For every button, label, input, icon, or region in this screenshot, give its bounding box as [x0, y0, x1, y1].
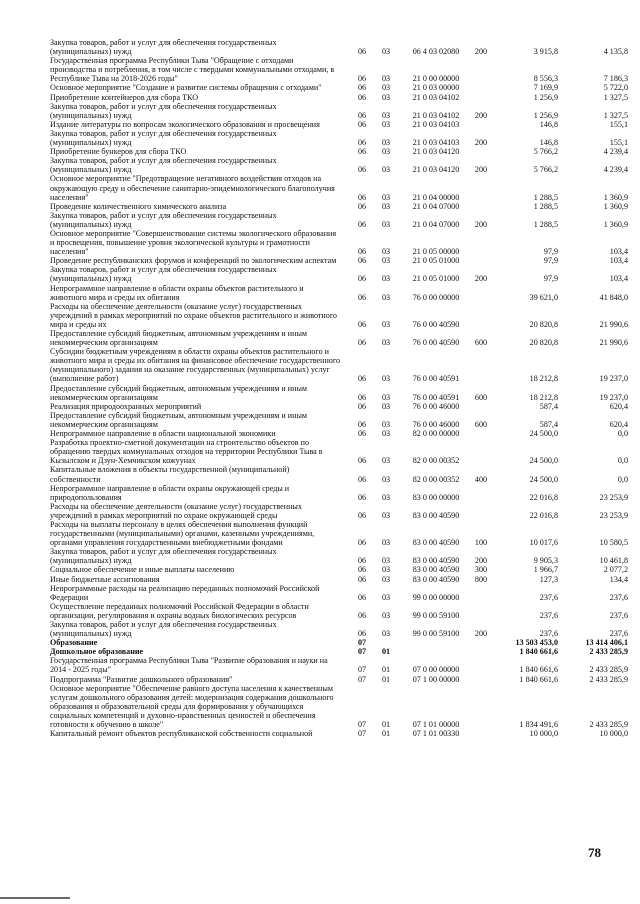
razdel-cell: 06	[357, 456, 367, 466]
target-article-cell: 83 0 00 40590	[412, 556, 460, 566]
target-article-cell: 21 0 04 00000	[412, 192, 460, 202]
target-article-cell: 21 0 05 01000	[412, 256, 460, 266]
scan-artifact	[0, 897, 70, 899]
amount-year1-cell: 18 212,8	[529, 374, 558, 384]
expense-type-cell: 400	[474, 474, 488, 484]
table-row	[50, 583, 628, 602]
table-row	[50, 174, 628, 202]
amount-year1-cell: 24 500,0	[529, 456, 558, 466]
amount-year2-cell: 4 239,4	[603, 147, 628, 157]
amount-year1-cell: 5 766,2	[533, 147, 558, 157]
table-row	[50, 656, 628, 675]
expense-name-cell: Издание литературы по вопросам экологического образования и просвещения	[50, 119, 320, 129]
razdel-cell: 06	[357, 147, 367, 157]
amount-year1-cell: 39 621,0	[529, 292, 558, 302]
expense-name-cell: Расходы на обеспечение деятельности (оказание услуг) государственных учреждений в рамках мероприятий по охране окружающей среды	[50, 501, 302, 520]
amount-year1-cell: 127,3	[539, 574, 558, 584]
amount-year1-cell: 22 016,8	[529, 510, 558, 520]
razdel-cell: 06	[357, 92, 367, 102]
target-article-cell: 76 0 00 40590	[412, 338, 460, 348]
podrazdel-cell: 03	[381, 319, 391, 329]
amount-year2-cell: 103,4	[609, 256, 628, 266]
expense-type-cell: 800	[474, 574, 488, 584]
amount-year2-cell: 2 433 285,9	[589, 674, 628, 684]
expense-name-cell: Расходы на обеспечение деятельности (оказание услуг) государственных учреждений в рамках мероприятий по охране объектов растительного и животного мира и среды их	[50, 301, 337, 329]
razdel-cell: 06	[357, 165, 367, 175]
amount-year2-cell: 1 360,9	[603, 201, 628, 211]
table-row	[50, 156, 628, 175]
amount-year1-cell: 20 820,8	[529, 338, 558, 348]
razdel-cell: 06	[357, 401, 367, 411]
podrazdel-cell: 03	[381, 401, 391, 411]
podrazdel-cell: 03	[381, 429, 391, 439]
amount-year1-cell: 22 016,8	[529, 492, 558, 502]
amount-year1-cell: 10 000,0	[529, 729, 558, 739]
table-row	[50, 383, 628, 402]
podrazdel-cell: 03	[381, 556, 391, 566]
amount-year1-cell: 1 840 661,6	[519, 674, 558, 684]
amount-year2-cell: 155,1	[609, 138, 628, 148]
amount-year1-cell: 1 288,5	[533, 192, 558, 202]
table-row	[50, 601, 628, 620]
amount-year1-cell: 8 556,3	[533, 74, 558, 84]
expense-name-cell: Предоставление субсидий бюджетным, автономным учреждениям и иным некоммерческим организациям	[50, 410, 308, 429]
expense-name-cell: Государственная программа Республики Тыва "Развитие образования и науки на 2014 - 2025 годы"	[50, 656, 328, 675]
table-row	[50, 283, 628, 302]
expense-type-cell: 200	[474, 165, 488, 175]
target-article-cell: 21 0 03 04120	[412, 147, 460, 157]
expense-type-cell: 200	[474, 110, 488, 120]
amount-year2-cell: 41 848,0	[599, 292, 628, 302]
podrazdel-cell: 03	[381, 256, 391, 266]
podrazdel-cell: 03	[381, 492, 391, 502]
podrazdel-cell: 03	[381, 165, 391, 175]
amount-year2-cell: 1 360,9	[603, 219, 628, 229]
table-row	[50, 638, 628, 648]
amount-year1-cell: 24 500,0	[529, 429, 558, 439]
razdel-cell: 07	[357, 647, 367, 657]
expense-name-cell: Закупка товаров, работ и услуг для обеспечения государственных (муниципальных) нужд	[50, 620, 277, 639]
target-article-cell: 21 0 03 04102	[412, 110, 460, 120]
target-article-cell: 83 0 00 40590	[412, 510, 460, 520]
podrazdel-cell: 03	[381, 201, 391, 211]
amount-year2-cell: 1 360,9	[603, 192, 628, 202]
table-row	[50, 329, 628, 348]
table-row	[50, 401, 628, 411]
table-row	[50, 210, 628, 229]
amount-year2-cell: 23 253,9	[599, 510, 628, 520]
razdel-cell: 07	[357, 729, 367, 739]
target-article-cell: 76 0 00 40591	[412, 374, 460, 384]
expense-name-cell: Социальное обеспечение и иные выплаты населению	[50, 565, 235, 575]
amount-year1-cell: 97,9	[543, 256, 558, 266]
podrazdel-cell: 01	[381, 665, 391, 675]
target-article-cell: 21 0 03 04120	[412, 165, 460, 175]
amount-year2-cell: 13 414 406,1	[585, 638, 628, 648]
amount-year2-cell: 7 186,3	[603, 74, 628, 84]
amount-year2-cell: 10 000,0	[599, 729, 628, 739]
amount-year1-cell: 237,6	[539, 629, 558, 639]
table-row	[50, 647, 628, 657]
table-row	[50, 83, 628, 93]
expense-name-cell: Образование	[50, 638, 98, 648]
expense-type-cell: 200	[474, 556, 488, 566]
razdel-cell: 06	[357, 538, 367, 548]
razdel-cell: 06	[357, 138, 367, 148]
amount-year1-cell: 20 820,8	[529, 319, 558, 329]
expense-name-cell: Непрограммное направление в области охраны объектов растительного и животного мира и среды их обитания	[50, 283, 304, 302]
table-row	[50, 101, 628, 120]
podrazdel-cell: 03	[381, 419, 391, 429]
podrazdel-cell: 03	[381, 110, 391, 120]
podrazdel-cell: 03	[381, 374, 391, 384]
amount-year1-cell: 587,4	[539, 419, 558, 429]
expense-name-cell: Приобретение бункеров для сбора ТКО	[50, 147, 187, 157]
table-row	[50, 38, 628, 57]
table-row	[50, 410, 628, 429]
table-row	[50, 301, 628, 329]
target-article-cell: 21 0 05 01000	[412, 274, 460, 284]
razdel-cell: 06	[357, 110, 367, 120]
target-article-cell: 76 0 00 46000	[412, 401, 460, 411]
amount-year1-cell: 237,6	[539, 610, 558, 620]
target-article-cell: 21 0 03 04103	[412, 138, 460, 148]
amount-year1-cell: 13 503 453,0	[515, 638, 558, 648]
amount-year1-cell: 97,9	[543, 274, 558, 284]
podrazdel-cell: 03	[381, 247, 391, 257]
target-article-cell: 21 0 05 00000	[412, 247, 460, 257]
target-article-cell: 07 1 00 00000	[412, 674, 460, 684]
podrazdel-cell: 03	[381, 274, 391, 284]
razdel-cell: 06	[357, 219, 367, 229]
expense-name-cell: Закупка товаров, работ и услуг для обеспечения государственных (муниципальных) нужд	[50, 101, 277, 120]
expense-type-cell: 200	[474, 219, 488, 229]
table-row	[50, 483, 628, 502]
amount-year1-cell: 10 017,6	[529, 538, 558, 548]
expense-name-cell: Закупка товаров, работ и услуг для обеспечения государственных (муниципальных) нужд	[50, 38, 277, 57]
razdel-cell: 06	[357, 429, 367, 439]
expense-name-cell: Иные бюджетные ассигнования	[50, 574, 160, 584]
target-article-cell: 21 0 04 07000	[412, 201, 460, 211]
expense-type-cell: 200	[474, 138, 488, 148]
podrazdel-cell: 03	[381, 538, 391, 548]
amount-year2-cell: 4 239,4	[603, 165, 628, 175]
expense-name-cell: Закупка товаров, работ и услуг для обеспечения государственных (муниципальных) нужд	[50, 265, 277, 284]
target-article-cell: 83 0 00 40590	[412, 574, 460, 584]
amount-year2-cell: 103,4	[609, 247, 628, 257]
podrazdel-cell: 03	[381, 629, 391, 639]
razdel-cell: 06	[357, 574, 367, 584]
target-article-cell: 07 0 00 00000	[412, 665, 460, 675]
table-row	[50, 265, 628, 284]
amount-year2-cell: 155,1	[609, 119, 628, 129]
target-article-cell: 21 0 03 04102	[412, 92, 460, 102]
expense-name-cell: Государственная программа Республики Тыва "Обращение с отходами производства и потребления, в том числе с твердыми коммунальными отходами, в Республике Тыва на 2018-2026 годы"	[50, 56, 335, 84]
amount-year2-cell: 1 327,5	[603, 92, 628, 102]
expense-name-cell: Капитальный ремонт объектов республиканской собственности социальной	[50, 729, 313, 739]
amount-year2-cell: 4 135,8	[603, 47, 628, 57]
amount-year2-cell: 19 237,0	[599, 392, 628, 402]
amount-year1-cell: 1 966,7	[533, 565, 558, 575]
amount-year2-cell: 0,0	[617, 456, 628, 466]
table-row	[50, 201, 628, 211]
podrazdel-cell: 03	[381, 147, 391, 157]
table-row	[50, 228, 628, 257]
expense-name-cell: Основное мероприятие "Создание и развитие системы обращения с отходами"	[50, 83, 322, 93]
table-row	[50, 128, 628, 148]
razdel-cell: 07	[357, 720, 367, 730]
razdel-cell: 06	[357, 592, 367, 602]
expense-name-cell: Расходы на выплаты персоналу в целях обеспечения выполнения функций государственными (муниципальными) органами, казенными учреждениями, органами управления государственными внебюджетными фондами	[50, 519, 315, 548]
table-row	[50, 438, 628, 466]
podrazdel-cell: 01	[381, 647, 391, 657]
table-row	[50, 620, 628, 639]
amount-year1-cell: 24 500,0	[529, 474, 558, 484]
table-row	[50, 429, 628, 439]
amount-year2-cell: 103,4	[609, 274, 628, 284]
amount-year2-cell: 134,4	[609, 574, 628, 584]
amount-year2-cell: 0,0	[617, 474, 628, 484]
podrazdel-cell: 03	[381, 219, 391, 229]
table-row	[50, 729, 628, 739]
amount-year1-cell: 97,9	[543, 247, 558, 257]
target-article-cell: 76 0 00 40590	[412, 319, 460, 329]
target-article-cell: 21 0 00 00000	[412, 74, 460, 84]
amount-year1-cell: 237,6	[539, 592, 558, 602]
razdel-cell: 06	[357, 119, 367, 129]
target-article-cell: 82 0 00 00352	[412, 474, 460, 484]
table-row	[50, 547, 628, 566]
expense-type-cell: 600	[474, 392, 488, 402]
target-article-cell: 06 4 03 02080	[412, 47, 460, 57]
table-row	[50, 56, 628, 84]
amount-year2-cell: 19 237,0	[599, 374, 628, 384]
podrazdel-cell: 03	[381, 138, 391, 148]
expense-name-cell: Непрограммные расходы на реализацию переданных полномочий Российской Федерации	[50, 583, 320, 602]
table-row	[50, 147, 628, 157]
table-row	[50, 119, 628, 129]
expense-name-cell: Основное мероприятие "Предотвращение негативного воздействия отходов на окружающую среду и обеспечение санитарно-эпидемиологического благополучия населения"	[50, 174, 335, 202]
amount-year2-cell: 2 433 285,9	[589, 720, 628, 730]
podrazdel-cell: 01	[381, 720, 391, 730]
budget-table	[50, 38, 628, 739]
table-row	[50, 347, 628, 384]
amount-year1-cell: 1 288,5	[533, 201, 558, 211]
amount-year2-cell: 237,6	[609, 629, 628, 639]
table-row	[50, 465, 628, 484]
table-row	[50, 565, 628, 575]
target-article-cell: 99 0 00 59100	[412, 629, 460, 639]
expense-type-cell: 200	[474, 274, 488, 284]
expense-name-cell: Закупка товаров, работ и услуг для обеспечения государственных (муниципальных) нужд	[50, 128, 277, 148]
amount-year1-cell: 7 169,9	[533, 83, 558, 93]
razdel-cell: 06	[357, 556, 367, 566]
razdel-cell: 06	[357, 565, 367, 575]
podrazdel-cell: 03	[381, 192, 391, 202]
expense-name-cell: Основное мероприятие "Совершенствование системы экологического образования и просвещения, повышение уровня экологической культуры и грамотности населения"	[50, 228, 337, 257]
expense-type-cell: 300	[474, 565, 488, 575]
razdel-cell: 06	[357, 292, 367, 302]
razdel-cell: 07	[357, 638, 367, 648]
table-row	[50, 674, 628, 684]
razdel-cell: 06	[357, 510, 367, 520]
razdel-cell: 06	[357, 474, 367, 484]
target-article-cell: 21 0 04 07000	[412, 219, 460, 229]
expense-name-cell: Приобретение контейнеров для сбора ТКО	[50, 92, 199, 102]
podrazdel-cell: 03	[381, 92, 391, 102]
amount-year1-cell: 587,4	[539, 401, 558, 411]
expense-name-cell: Закупка товаров, работ и услуг для обеспечения государственных (муниципальных) нужд	[50, 210, 277, 229]
razdel-cell: 06	[357, 319, 367, 329]
amount-year2-cell: 0,0	[617, 429, 628, 439]
expense-name-cell: Реализация природоохранных мероприятий	[50, 401, 202, 411]
table-row	[50, 519, 628, 548]
target-article-cell: 99 0 00 59100	[412, 610, 460, 620]
target-article-cell: 99 0 00 00000	[412, 592, 460, 602]
amount-year2-cell: 2 433 285,9	[589, 647, 628, 657]
expense-name-cell: Осуществление переданных полномочий Российской Федерации в области организации, регулирования и охраны водных биологических ресурсов	[50, 601, 309, 620]
podrazdel-cell: 03	[381, 574, 391, 584]
amount-year1-cell: 3 915,8	[533, 47, 558, 57]
amount-year1-cell: 1 256,9	[533, 92, 558, 102]
table-row	[50, 92, 628, 102]
expense-type-cell: 600	[474, 419, 488, 429]
target-article-cell: 21 0 03 00000	[412, 83, 460, 93]
amount-year2-cell: 10 580,5	[599, 538, 628, 548]
amount-year1-cell: 5 766,2	[533, 165, 558, 175]
razdel-cell: 06	[357, 247, 367, 257]
expense-name-cell: Проведение количественного химического анализа	[50, 201, 227, 211]
amount-year2-cell: 21 990,6	[599, 319, 628, 329]
podrazdel-cell: 01	[381, 729, 391, 739]
expense-name-cell: Непрограммное направление в области охраны окружающей среды и природопользования	[50, 483, 290, 502]
podrazdel-cell: 03	[381, 392, 391, 402]
amount-year1-cell: 1 288,5	[533, 219, 558, 229]
razdel-cell: 06	[357, 338, 367, 348]
razdel-cell: 06	[357, 629, 367, 639]
target-article-cell: 76 0 00 40591	[412, 392, 460, 402]
target-article-cell: 76 0 00 00000	[412, 292, 460, 302]
podrazdel-cell: 03	[381, 510, 391, 520]
expense-type-cell: 100	[474, 538, 488, 548]
amount-year2-cell: 23 253,9	[599, 492, 628, 502]
amount-year2-cell: 1 327,5	[603, 110, 628, 120]
target-article-cell: 83 0 00 40590	[412, 565, 460, 575]
podrazdel-cell: 03	[381, 47, 391, 57]
podrazdel-cell: 03	[381, 565, 391, 575]
amount-year1-cell: 1 840 661,6	[519, 665, 558, 675]
razdel-cell: 06	[357, 374, 367, 384]
amount-year1-cell: 1 834 491,6	[519, 720, 558, 730]
amount-year2-cell: 237,6	[609, 610, 628, 620]
podrazdel-cell: 03	[381, 119, 391, 129]
podrazdel-cell: 03	[381, 610, 391, 620]
razdel-cell: 07	[357, 665, 367, 675]
target-article-cell: 21 0 03 04103	[412, 119, 460, 129]
target-article-cell: 07 1 01 00330	[412, 729, 460, 739]
razdel-cell: 06	[357, 419, 367, 429]
amount-year1-cell: 18 212,8	[529, 392, 558, 402]
amount-year1-cell: 1 256,9	[533, 110, 558, 120]
podrazdel-cell: 03	[381, 292, 391, 302]
expense-name-cell: Непрограммное направление в области национальной экономики	[50, 429, 276, 439]
table-row	[50, 683, 628, 730]
razdel-cell: 06	[357, 274, 367, 284]
expense-name-cell: Капитальные вложения в объекты государственной (муниципальной) собственности	[50, 465, 290, 484]
expense-name-cell: Основное мероприятие "Обеспечение равного доступа населения к качественным услугам дошкольного образования детей: модернизация содержания дошкольного образования и образовательной среды для формирования у обучающихся социальных компетенций и духовно-нравственных ценностей и обеспечения готовности к обучению в школе"	[50, 683, 334, 730]
podrazdel-cell: 01	[381, 674, 391, 684]
table-row	[50, 256, 628, 266]
expense-name-cell: Проведение республиканских форумов и конференций по экологическим аспектам	[50, 256, 337, 266]
razdel-cell: 06	[357, 392, 367, 402]
razdel-cell: 06	[357, 492, 367, 502]
expense-name-cell: Закупка товаров, работ и услуг для обеспечения государственных (муниципальных) нужд	[50, 547, 277, 566]
razdel-cell: 06	[357, 83, 367, 93]
amount-year2-cell: 5 722,0	[603, 83, 628, 93]
expense-type-cell: 600	[474, 338, 488, 348]
podrazdel-cell: 03	[381, 592, 391, 602]
expense-name-cell: Субсидии бюджетным учреждениям в области охраны объектов растительного и животного мира и среды их обитания на финансовое обеспечение государственного (муниципального) задания на оказание государственных (муниципальных) услуг (выполнение работ)	[50, 347, 341, 384]
expense-name-cell: Предоставление субсидий бюджетным, автономным учреждениям и иным некоммерческим организациям	[50, 329, 308, 348]
amount-year1-cell: 1 840 661,6	[519, 647, 558, 657]
razdel-cell: 07	[357, 674, 367, 684]
podrazdel-cell: 03	[381, 474, 391, 484]
target-article-cell: 82 0 00 00000	[412, 429, 460, 439]
target-article-cell: 76 0 00 46000	[412, 419, 460, 429]
podrazdel-cell: 03	[381, 83, 391, 93]
razdel-cell: 06	[357, 47, 367, 57]
amount-year2-cell: 620,4	[609, 401, 628, 411]
target-article-cell: 83 0 00 00000	[412, 492, 460, 502]
podrazdel-cell: 03	[381, 456, 391, 466]
target-article-cell: 83 0 00 40590	[412, 538, 460, 548]
expense-name-cell: Подпрограмма "Развитие дошкольного образования"	[50, 674, 233, 684]
page-number: 78	[588, 845, 601, 860]
razdel-cell: 06	[357, 201, 367, 211]
amount-year2-cell: 21 990,6	[599, 338, 628, 348]
target-article-cell: 82 0 00 00352	[412, 456, 460, 466]
amount-year1-cell: 9 905,3	[533, 556, 558, 566]
razdel-cell: 06	[357, 610, 367, 620]
expense-name-cell: Предоставление субсидий бюджетным, автономным учреждениям и иным некоммерческим организациям	[50, 383, 308, 402]
table-row	[50, 501, 628, 520]
expense-type-cell: 200	[474, 629, 488, 639]
podrazdel-cell: 03	[381, 338, 391, 348]
razdel-cell: 06	[357, 256, 367, 266]
podrazdel-cell: 03	[381, 74, 391, 84]
amount-year2-cell: 237,6	[609, 592, 628, 602]
amount-year2-cell: 10 461,8	[599, 556, 628, 566]
amount-year2-cell: 2 433 285,9	[589, 665, 628, 675]
amount-year1-cell: 146,8	[539, 119, 558, 129]
amount-year1-cell: 146,8	[539, 138, 558, 148]
amount-year2-cell: 620,4	[609, 419, 628, 429]
expense-name-cell: Закупка товаров, работ и услуг для обеспечения государственных (муниципальных) нужд	[50, 156, 277, 175]
expense-type-cell: 200	[474, 47, 488, 57]
table-row	[50, 574, 628, 584]
razdel-cell: 06	[357, 74, 367, 84]
target-article-cell: 07 1 01 00000	[412, 720, 460, 730]
razdel-cell: 06	[357, 192, 367, 202]
amount-year2-cell: 2 077,2	[603, 565, 628, 575]
expense-name-cell: Дошкольное образование	[50, 647, 144, 657]
expense-name-cell: Разработка проектно-сметной документации на строительство объектов по обращению твердых коммунальных отходов на территории Республики Тыва в Кызылском и Дзун-Хемчикском кожуунах	[50, 438, 323, 466]
